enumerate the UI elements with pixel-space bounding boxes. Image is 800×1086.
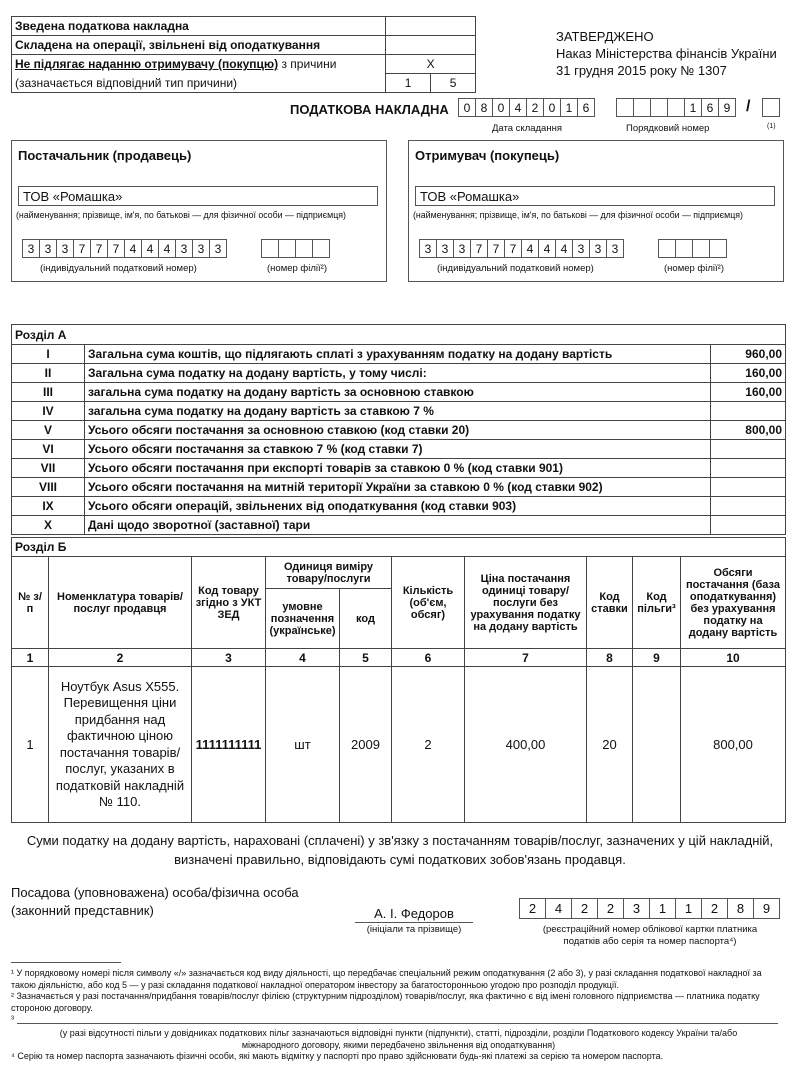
approval-line-1: ЗАТВЕРДЖЕНО xyxy=(556,29,654,44)
date-digit[interactable]: 0 xyxy=(458,98,476,117)
buyer-tax-digit[interactable]: 3 xyxy=(589,239,607,258)
col-number: 3 xyxy=(192,649,266,667)
col-number: 9 xyxy=(633,649,681,667)
card-hint-line-1: (реєстраційний номер облікової картки платника xyxy=(542,924,758,935)
item-price[interactable]: 400,00 xyxy=(465,667,587,823)
section-a-row-value[interactable] xyxy=(711,497,786,516)
date-digit[interactable]: 1 xyxy=(560,98,578,117)
supplier-tax-digit[interactable]: 3 xyxy=(209,239,227,258)
card-digit[interactable]: 2 xyxy=(519,898,546,919)
card-digit[interactable]: 1 xyxy=(649,898,676,919)
number-digit[interactable] xyxy=(616,98,634,117)
card-hint xyxy=(519,924,781,948)
card-number-cells[interactable] xyxy=(519,898,779,919)
buyer-title: Отримувач (покупець) xyxy=(415,148,560,163)
section-a-row-text: Усього обсяги операцій, звільнених від оподаткування (код ставки 903) xyxy=(85,497,711,516)
supplier-branch-cells[interactable] xyxy=(261,239,329,258)
section-a-row-num: I xyxy=(12,345,85,364)
footnote-divider xyxy=(11,962,121,963)
section-a-row-text: Загальна сума коштів, що підлягають сплаті з урахуванням податку на додану вартість xyxy=(85,345,711,364)
section-a-row-text: Дані щодо зворотної (заставної) тари xyxy=(85,516,711,535)
section-a-row-value[interactable]: 160,00 xyxy=(711,383,786,402)
buyer-tax-digit[interactable]: 3 xyxy=(436,239,454,258)
number-cells[interactable] xyxy=(616,98,735,117)
number-digit[interactable] xyxy=(667,98,685,117)
section-a-row-text: Загальна сума податку на додану вартість, у тому числі: xyxy=(85,364,711,383)
date-digit[interactable]: 6 xyxy=(577,98,595,117)
buyer-tax-label: (індивідуальний податковий номер) xyxy=(437,263,594,274)
col-number: 7 xyxy=(465,649,587,667)
item-unit[interactable]: шт xyxy=(266,667,340,823)
section-a-row-value[interactable]: 800,00 xyxy=(711,421,786,440)
section-b-title: Розділ Б xyxy=(12,538,786,557)
reason-type-hint: (зазначається відповідний тип причини) xyxy=(12,74,386,93)
supplier-tax-digit[interactable]: 3 xyxy=(175,239,193,258)
col-number: 4 xyxy=(266,649,340,667)
supplier-name-field[interactable]: ТОВ «Ромашка» xyxy=(18,186,378,206)
buyer-branch-digit[interactable] xyxy=(692,239,710,258)
footnote-3-mark: ³ xyxy=(11,1014,14,1024)
section-a-row-num: X xyxy=(12,516,85,535)
supplier-tax-digit[interactable]: 3 xyxy=(56,239,74,258)
supplier-tax-digit[interactable]: 7 xyxy=(73,239,91,258)
supplier-tax-digit[interactable]: 7 xyxy=(107,239,125,258)
col-header-num: № з/п xyxy=(12,557,49,649)
section-a-row-text: Усього обсяги постачання за ставкою 7 % (код ставки 7) xyxy=(85,440,711,459)
buyer-tax-digit[interactable]: 3 xyxy=(606,239,624,258)
supplier-name-hint: (найменування; прізвище, ім'я, по батькові — для фізичної особи — підприємця) xyxy=(16,210,346,220)
section-a-title: Розділ А xyxy=(12,325,786,345)
col-number: 5 xyxy=(340,649,392,667)
section-a-row-value[interactable] xyxy=(711,516,786,535)
item-rate[interactable]: 20 xyxy=(587,667,633,823)
section-a-row-value[interactable]: 960,00 xyxy=(711,345,786,364)
col-header-name: Номенклатура товарів/послуг продавця xyxy=(49,557,192,649)
section-a-row-num: V xyxy=(12,421,85,440)
summary-invoice-checkbox[interactable] xyxy=(386,17,476,36)
footnote-1: ¹ У порядковому номері після символу «/» зазначається код виду діяльності, що передбачає спеціальний режим оподаткування (2 або 3), у разі складання податкової накладної за такою діяльністю, або код 5 — у разі складання податкової накладної оператором інвестору за багатосторонньою угодою про розподіл продукції. xyxy=(11,968,762,990)
number-footnote-ref: (1) xyxy=(767,123,776,130)
buyer-tax-cells[interactable] xyxy=(419,239,623,258)
date-digit[interactable]: 0 xyxy=(543,98,561,117)
date-digit[interactable]: 0 xyxy=(492,98,510,117)
buyer-branch-digit[interactable] xyxy=(675,239,693,258)
table-row xyxy=(12,667,786,823)
section-a-row-text: Усього обсяги постачання при експорті товарів за ставкою 0 % (код ставки 901) xyxy=(85,459,711,478)
buyer-tax-digit[interactable]: 3 xyxy=(419,239,437,258)
approval-line-3: 31 грудня 2015 року № 1307 xyxy=(556,63,727,78)
exempt-operations-checkbox[interactable] xyxy=(386,36,476,55)
buyer-branch-digit[interactable] xyxy=(658,239,676,258)
supplier-tax-digit[interactable]: 3 xyxy=(22,239,40,258)
card-digit[interactable]: 2 xyxy=(701,898,728,919)
item-benefit[interactable] xyxy=(633,667,681,823)
col-header-rate: Код ставки xyxy=(587,557,633,649)
date-digit[interactable]: 8 xyxy=(475,98,493,117)
item-total[interactable]: 800,00 xyxy=(681,667,786,823)
section-a-row-num: III xyxy=(12,383,85,402)
footnote-2: ² Зазначається у разі постачання/придбання товарів/послуг філією (структурним підрозділом) товарів/послуг, яка фактично є від імені головного підприємства — платника податку стороною договору. xyxy=(11,991,760,1013)
date-label: Дата складання xyxy=(492,123,562,134)
buyer-tax-digit[interactable]: 4 xyxy=(555,239,573,258)
col-header-unit-name: умовне позначення (українське) xyxy=(266,589,340,649)
supplier-tax-digit[interactable]: 4 xyxy=(124,239,142,258)
section-a-row-value[interactable] xyxy=(711,402,786,421)
number-label: Порядковий номер xyxy=(626,123,710,134)
buyer-box xyxy=(408,140,784,282)
buyer-tax-digit[interactable]: 7 xyxy=(470,239,488,258)
col-header-unit-code: код xyxy=(340,589,392,649)
signer-name-hint: (ініціали та прізвище) xyxy=(366,924,462,935)
card-digit[interactable]: 8 xyxy=(727,898,754,919)
card-digit[interactable]: 1 xyxy=(675,898,702,919)
date-digit[interactable]: 2 xyxy=(526,98,544,117)
card-digit[interactable]: 9 xyxy=(753,898,780,919)
buyer-branch-cells[interactable] xyxy=(658,239,726,258)
not-given-underlined: Не підлягає наданню отримувачу (покупцю) xyxy=(15,57,279,72)
item-name[interactable]: Ноутбук Asus X555. Перевищення ціни придбання над фактичною ціною постачання товарів/послуг, указаних в податковій накладній № 110. xyxy=(49,667,192,823)
supplier-title: Постачальник (продавець) xyxy=(18,148,192,163)
buyer-name-hint: (найменування; прізвище, ім'я, по батькові — для фізичної особи — підприємця) xyxy=(413,210,743,220)
supplier-branch-label: (номер філії²) xyxy=(267,263,327,274)
buyer-tax-digit[interactable]: 7 xyxy=(487,239,505,258)
number-digit[interactable]: 6 xyxy=(701,98,719,117)
section-a-row-num: VII xyxy=(12,459,85,478)
number-slash: / xyxy=(746,98,751,115)
supplier-box xyxy=(11,140,387,282)
section-a-row-num: IX xyxy=(12,497,85,516)
page-title: ПОДАТКОВА НАКЛАДНА xyxy=(290,102,449,117)
section-a-row-text: загальна сума податку на додану вартість за ставкою 7 % xyxy=(85,402,711,421)
statement-text: Суми податку на додану вартість, нараховані (сплачені) у зв'язку з постачанням товарів/послуг, зазначених у цій накладній, визначені правильно, відповідають сумі податкових зобов'язань продавця. xyxy=(26,833,774,867)
card-digit[interactable]: 3 xyxy=(623,898,650,919)
col-header-price: Ціна постачання одиниці товару/послуги без урахування податку на додану вартість xyxy=(465,557,587,649)
section-a-row-num: IV xyxy=(12,402,85,421)
signer-name[interactable]: А. І. Федоров xyxy=(355,906,473,923)
footnote-4: ⁴ Серію та номер паспорта зазначають фізичні особи, які мають відмітку у паспорті про право здійснювати будь-які платежі за серією та номером паспорта. xyxy=(11,1051,664,1061)
number-digit[interactable] xyxy=(650,98,668,117)
supplier-tax-digit[interactable]: 4 xyxy=(141,239,159,258)
col-header-qty: Кількість (об'єм, обсяг) xyxy=(392,557,465,649)
signer-label-line-2: (законний представник) xyxy=(11,903,154,918)
footnotes xyxy=(11,968,786,1063)
card-digit[interactable]: 4 xyxy=(545,898,572,919)
item-code[interactable]: 1111111111 xyxy=(192,667,266,823)
section-a-row-num: VI xyxy=(12,440,85,459)
number-digit[interactable] xyxy=(633,98,651,117)
supplier-branch-digit[interactable] xyxy=(295,239,313,258)
section-a-row-text: Усього обсяги постачання на митній території України за ставкою 0 % (код ставки 902) xyxy=(85,478,711,497)
section-b-table xyxy=(11,537,786,823)
approval-line-2: Наказ Міністерства фінансів України xyxy=(556,46,777,61)
col-header-unit: Одиниця виміру товару/послуги xyxy=(266,557,392,589)
buyer-tax-digit[interactable]: 4 xyxy=(538,239,556,258)
date-digit[interactable]: 4 xyxy=(509,98,527,117)
number-digit[interactable]: 1 xyxy=(684,98,702,117)
card-hint-line-2: податків або серія та номер паспорта⁴) xyxy=(563,936,737,947)
col-number: 8 xyxy=(587,649,633,667)
col-number: 1 xyxy=(12,649,49,667)
supplier-branch-digit[interactable] xyxy=(312,239,330,258)
buyer-name-field[interactable]: ТОВ «Ромашка» xyxy=(415,186,775,206)
summary-invoice-label: Зведена податкова накладна xyxy=(12,17,386,36)
supplier-branch-digit[interactable] xyxy=(261,239,279,258)
section-a-table xyxy=(11,324,786,535)
section-a-row-num: VIII xyxy=(12,478,85,497)
supplier-branch-digit[interactable] xyxy=(278,239,296,258)
col-header-code: Код товару згідно з УКТ ЗЕД xyxy=(192,557,266,649)
buyer-tax-digit[interactable]: 7 xyxy=(504,239,522,258)
supplier-tax-digit[interactable]: 4 xyxy=(158,239,176,258)
activity-code-cell[interactable] xyxy=(762,98,780,117)
buyer-branch-digit[interactable] xyxy=(709,239,727,258)
col-header-benefit: Код пільги³ xyxy=(633,557,681,649)
item-qty[interactable]: 2 xyxy=(392,667,465,823)
supplier-tax-digit[interactable]: 7 xyxy=(90,239,108,258)
buyer-tax-digit[interactable]: 4 xyxy=(521,239,539,258)
section-a-row-value[interactable] xyxy=(711,478,786,497)
exempt-operations-label: Складена на операції, звільнені від оподаткування xyxy=(12,36,386,55)
section-a-row-value[interactable] xyxy=(711,440,786,459)
supplier-tax-cells[interactable] xyxy=(22,239,226,258)
reason-digit-2[interactable]: 5 xyxy=(431,74,476,93)
supplier-tax-digit[interactable]: 3 xyxy=(192,239,210,258)
section-a-row-value[interactable]: 160,00 xyxy=(711,364,786,383)
number-digit[interactable]: 9 xyxy=(718,98,736,117)
signer-label xyxy=(11,884,299,920)
reason-digit-1[interactable]: 1 xyxy=(386,74,431,93)
card-digit[interactable]: 2 xyxy=(597,898,624,919)
col-number: 2 xyxy=(49,649,192,667)
approval-block xyxy=(556,28,777,79)
section-a-row-text: Усього обсяги постачання за основною ставкою (код ставки 20) xyxy=(85,421,711,440)
signer-label-line-1: Посадова (уповноважена) особа/фізична особа xyxy=(11,885,299,900)
supplier-tax-digit[interactable]: 3 xyxy=(39,239,57,258)
not-given-mark[interactable]: X xyxy=(386,55,476,74)
section-a-row-text: загальна сума податку на додану вартість за основною ставкою xyxy=(85,383,711,402)
buyer-tax-digit[interactable]: 3 xyxy=(453,239,471,258)
supplier-tax-label: (індивідуальний податковий номер) xyxy=(40,263,197,274)
not-given-reason-label: з причини xyxy=(281,57,337,72)
col-number: 6 xyxy=(392,649,465,667)
buyer-branch-label: (номер філії²) xyxy=(664,263,724,274)
item-num[interactable]: 1 xyxy=(12,667,49,823)
card-digit[interactable]: 2 xyxy=(571,898,598,919)
col-header-total: Обсяги постачання (база оподаткування) без урахування податку на додану вартість xyxy=(681,557,786,649)
item-unit-code[interactable]: 2009 xyxy=(340,667,392,823)
section-a-row-value[interactable] xyxy=(711,459,786,478)
footnote-3-line xyxy=(17,1023,778,1024)
not-given-label xyxy=(12,55,386,74)
col-number: 10 xyxy=(681,649,786,667)
buyer-tax-digit[interactable]: 3 xyxy=(572,239,590,258)
date-cells[interactable] xyxy=(458,98,594,117)
section-a-row-num: II xyxy=(12,364,85,383)
document-type-table xyxy=(11,16,476,93)
footnote-3: (у разі відсутності пільги у довідниках податкових пільг зазначаються відповідні пункти (підпункти), статті, підрозділи, розділи Податкового кодексу України та/або міжнародного договору, якими передбачено звільнення від оподаткування) xyxy=(59,1028,738,1050)
